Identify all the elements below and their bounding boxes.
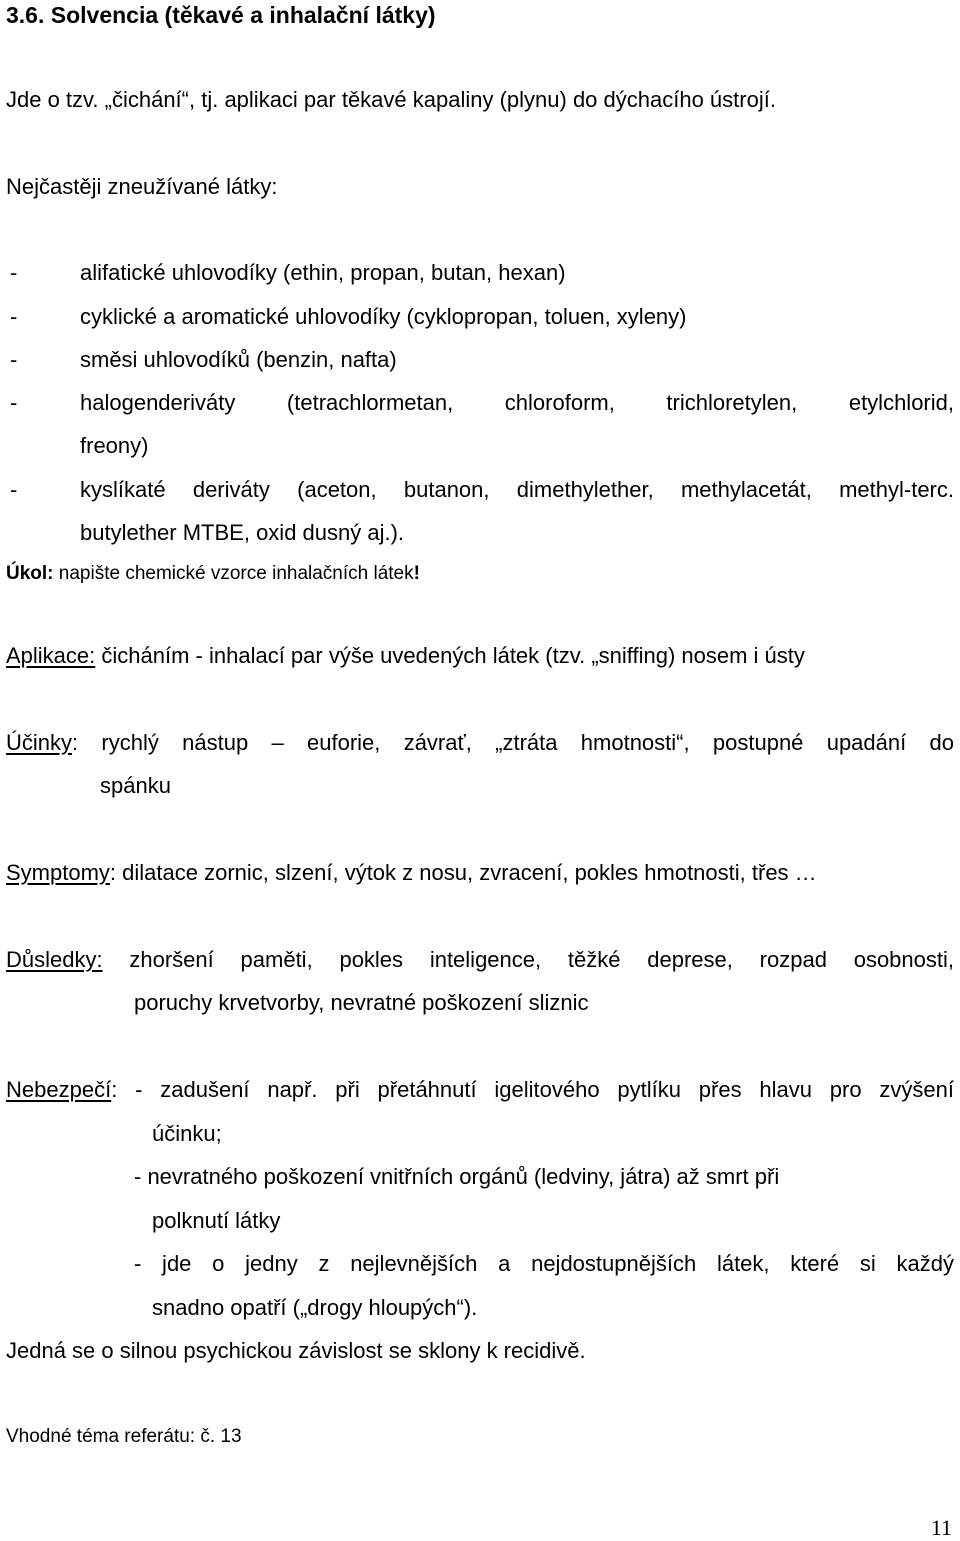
list-item-continuation: freony) (80, 433, 149, 458)
application-label: Aplikace: (6, 643, 96, 668)
danger-item: - jde o jedny z nejlevnějších a nejdostupnějších látek, které si každý (134, 1251, 954, 1276)
danger-continuation: snadno opatří („drogy hloupých“). (152, 1295, 478, 1320)
list-dash: - (10, 477, 18, 502)
danger-line (6, 1077, 954, 1103)
report-topic: Vhodné téma referátu: č. 13 (6, 1426, 242, 1447)
list-item: halogenderiváty (tetrachlormetan, chloroform, trichloretylen, etylchlorid, (80, 390, 954, 415)
application-line (6, 643, 805, 669)
consequences-line (6, 947, 954, 973)
intro-paragraph: Jde o tzv. „čichání“, tj. aplikaci par těkavé kapaliny (plynu) do dýchacího ústrojí. (6, 87, 776, 112)
list-dash: - (10, 390, 18, 415)
list-item-continuation: butylether MTBE, oxid dusný aj.). (80, 520, 405, 545)
symptoms-label: Symptomy (6, 860, 110, 885)
task-label: Úkol: (6, 563, 54, 584)
list-item: směsi uhlovodíků (benzin, nafta) (80, 347, 397, 372)
task-end: ! (413, 563, 420, 584)
effects-line (6, 730, 954, 756)
consequences-label: Důsledky: (6, 947, 103, 972)
dependence-paragraph: Jedná se o silnou psychickou závislost se sklony k recidivě. (6, 1338, 586, 1363)
task-text: napište chemické vzorce inhalačních látek (53, 563, 414, 584)
effects-text: : rychlý nástup – euforie, závrať, „ztráta hmotnosti“, postupné upadání do (72, 730, 954, 755)
list-item: cyklické a aromatické uhlovodíky (cyklopropan, toluen, xyleny) (80, 304, 687, 329)
list-item: kyslíkaté deriváty (aceton, butanon, dimethylether, methylacetát, methyl-terc. (80, 477, 954, 502)
danger-continuation: účinku; (152, 1121, 222, 1146)
list-dash: - (10, 304, 18, 329)
danger-item: - nevratného poškození vnitřních orgánů (ledviny, játra) až smrt při (134, 1164, 780, 1189)
effects-continuation: spánku (100, 773, 171, 798)
most-abused-label: Nejčastěji zneužívané látky: (6, 174, 278, 199)
section-title: 3.6. Solvencia (těkavé a inhalační látky) (6, 2, 436, 28)
list-dash: - (10, 260, 18, 285)
consequences-text: zhoršení paměti, pokles inteligence, těžké deprese, rozpad osobnosti, (102, 947, 954, 972)
page-number: 11 (930, 1515, 952, 1540)
consequences-continuation: poruchy krvetvorby, nevratné poškození sliznic (134, 990, 589, 1015)
danger-label: Nebezpečí (6, 1077, 112, 1102)
danger-continuation: polknutí látky (152, 1208, 281, 1233)
task-line (6, 561, 420, 587)
symptoms-text: : dilatace zornic, slzení, výtok z nosu, zvracení, pokles hmotnosti, třes … (109, 860, 817, 885)
danger-text: : - zadušení např. při přetáhnutí igelitového pytlíku přes hlavu pro zvýšení (111, 1077, 954, 1102)
symptoms-line (6, 860, 817, 886)
list-item: alifatické uhlovodíky (ethin, propan, butan, hexan) (80, 260, 566, 285)
list-dash: - (10, 347, 18, 372)
effects-label: Účinky (6, 730, 73, 755)
application-text: čicháním - inhalací par výše uvedených látek (tzv. „sniffing) nosem i ústy (95, 643, 805, 668)
